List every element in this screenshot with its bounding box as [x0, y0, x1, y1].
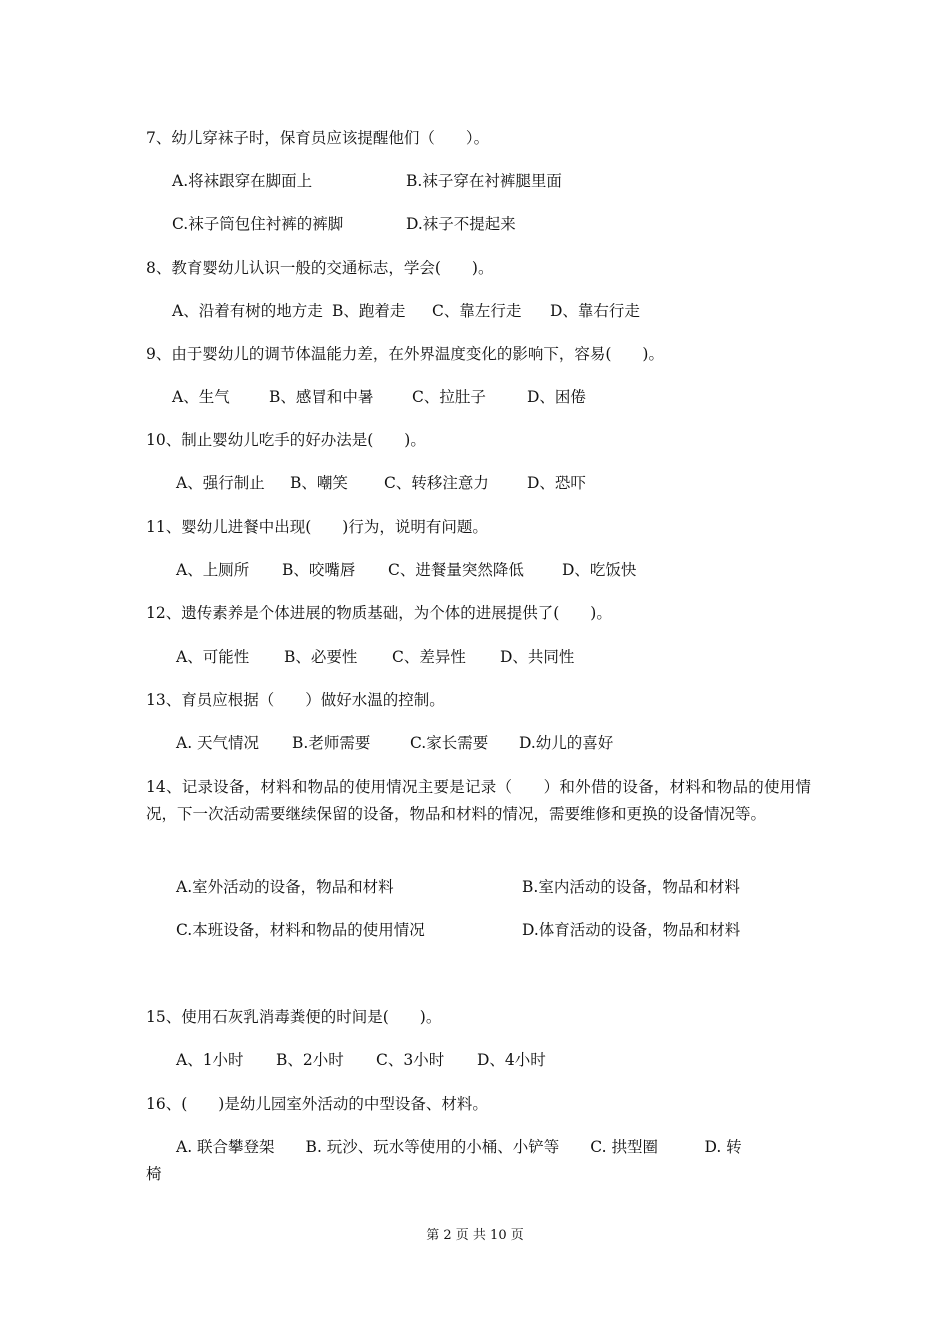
question-15-option-d: D、4小时 [477, 1051, 546, 1069]
question-14-option-c: C.本班设备，材料和物品的使用情况 [176, 921, 425, 939]
question-11-option-c: C、进餐量突然降低 [388, 561, 524, 579]
question-12-option-d: D、共同性 [500, 648, 575, 666]
question-10-option-b: B、嘲笑 [290, 474, 348, 492]
question-12-options [176, 645, 574, 669]
question-11-options [176, 558, 636, 582]
question-12-option-c: C、差异性 [392, 648, 466, 666]
question-15-option-b: B、2小时 [276, 1051, 344, 1069]
question-16-stem: 16、( )是幼儿园室外活动的中型设备、材料。 [146, 1095, 488, 1113]
question-10-options [176, 471, 586, 495]
question-13-option-a: A. 天气情况 [176, 734, 260, 752]
question-8-options [172, 299, 640, 323]
question-12-option-a: A、可能性 [176, 648, 250, 666]
question-8-stem: 8、教育婴幼儿认识一般的交通标志，学会( )。 [146, 259, 494, 277]
question-9-option-d: D、困倦 [527, 388, 586, 406]
page-number: 第 2 页 共 10 页 [426, 1228, 524, 1243]
question-14-option-b: B.室内活动的设备，物品和材料 [522, 878, 740, 896]
question-15-option-c: C、3小时 [376, 1051, 445, 1069]
question-10-option-d: D、恐吓 [527, 474, 586, 492]
question-8-option-d: D、靠右行走 [550, 302, 640, 320]
question-10-stem: 10、制止婴幼儿吃手的好办法是( )。 [146, 431, 426, 449]
question-13-option-b: B.老师需要 [292, 734, 371, 752]
question-9-option-c: C、拉肚子 [412, 388, 486, 406]
question-13-stem: 13、育员应根据（ ）做好水温的控制。 [146, 691, 445, 709]
question-13-option-d: D.幼儿的喜好 [519, 734, 614, 752]
question-11-option-b: B、咬嘴唇 [282, 561, 356, 579]
question-9-option-b: B、感冒和中暑 [269, 388, 374, 406]
question-10-option-c: C、转移注意力 [384, 474, 489, 492]
question-7-option-a: A.将袜跟穿在脚面上 [172, 172, 313, 190]
question-14-stem: 14、记录设备，材料和物品的使用情况主要是记录（ ）和外借的设备，材料和物品的使用情况，下一次活动需要继续保留的设备，物品和材料的情况，需要维修和更换的设备情况等。 [146, 778, 811, 823]
question-15-options [176, 1048, 546, 1072]
question-8-option-a: A、沿着有树的地方走 [172, 302, 323, 320]
question-15-option-a: A、1小时 [176, 1051, 244, 1069]
question-7-stem: 7、幼儿穿袜子时，保育员应该提醒他们（ ）。 [146, 129, 490, 147]
question-11-stem: 11、婴幼儿进餐中出现( )行为，说明有问题。 [146, 518, 488, 536]
question-12-option-b: B、必要性 [284, 648, 358, 666]
question-9-options [172, 385, 586, 409]
question-14-option-a: A.室外活动的设备，物品和材料 [176, 878, 394, 896]
question-11-option-d: D、吃饭快 [562, 561, 637, 579]
question-9-option-a: A、生气 [172, 388, 230, 406]
question-7-option-d: D.袜子不提起来 [406, 215, 516, 233]
question-11-option-a: A、上厕所 [176, 561, 250, 579]
question-16-options: A. 联合攀登架 B. 玩沙、玩水等使用的小桶、小铲等 C. 拱型圈 D. 转 [176, 1138, 742, 1156]
question-7-option-b: B.袜子穿在衬裤腿里面 [406, 172, 562, 190]
question-10-option-a: A、强行制止 [176, 474, 265, 492]
question-8-option-b: B、跑着走 [332, 302, 406, 320]
question-13-option-c: C.家长需要 [410, 734, 489, 752]
question-12-stem: 12、遗传素养是个体进展的物质基础，为个体的进展提供了( )。 [146, 604, 612, 622]
question-15-stem: 15、使用石灰乳消毒粪便的时间是( )。 [146, 1008, 442, 1026]
question-13-options [176, 731, 613, 755]
question-8-option-c: C、靠左行走 [432, 302, 522, 320]
question-16-options-continued: 椅 [146, 1165, 162, 1183]
question-14-option-d: D.体育活动的设备，物品和材料 [522, 921, 741, 939]
question-7-option-c: C.袜子筒包住衬裤的裤脚 [172, 215, 344, 233]
question-9-stem: 9、由于婴幼儿的调节体温能力差，在外界温度变化的影响下，容易( )。 [146, 345, 664, 363]
